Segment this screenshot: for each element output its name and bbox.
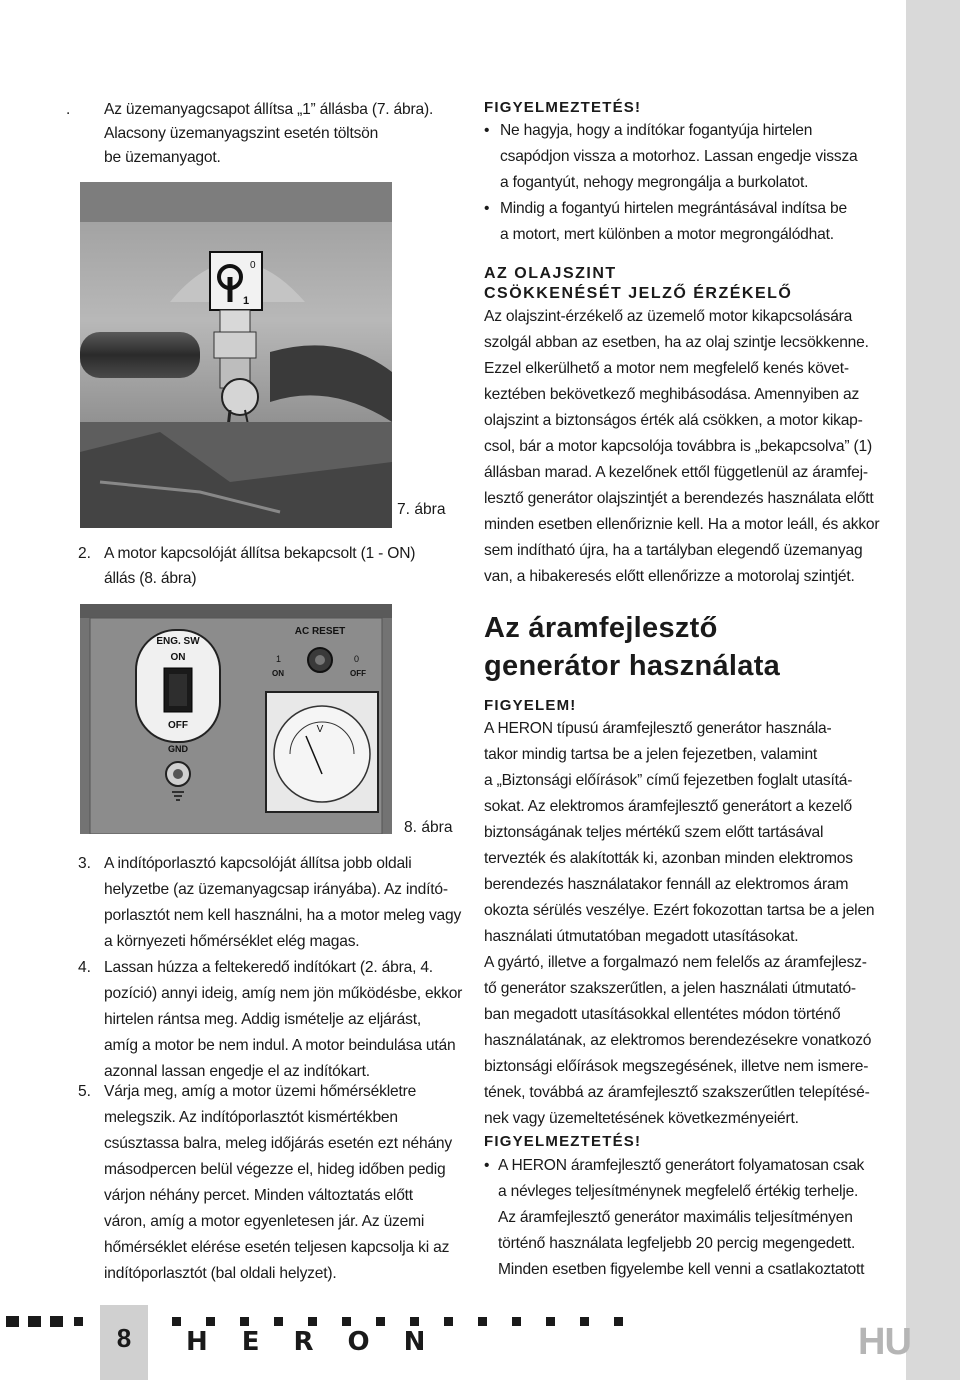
- step-5-line-8: indítóporlasztót (bal oldali helyzet).: [104, 1265, 337, 1282]
- figure-7-fuel-valve-photo: [80, 182, 392, 528]
- footer-square-icon: [28, 1316, 41, 1327]
- oil-line-11: van, a hibakeresés előtt ellenőrizze a motorolaj szintjét.: [484, 568, 855, 585]
- warning-2-line-1: A HERON áramfejlesztő generátort folyamatosan csak: [498, 1157, 865, 1174]
- attention-line-16: nek vagy üzemeltetésének következményeiért.: [484, 1110, 799, 1127]
- step-4-line-1: Lassan húzza a feltekeredő indítókart (2. ábra, 4.: [104, 959, 433, 976]
- step-4-line-3: hirtelen rántsa meg. Addig ismételje az eljárást,: [104, 1011, 421, 1028]
- eng-sw-label: ENG. SW: [156, 636, 200, 647]
- oil-sensor-title-line-1: AZ OLAJSZINT: [484, 265, 617, 282]
- fuel-valve-illustration: [80, 182, 392, 528]
- footer-square-icon: [444, 1317, 453, 1326]
- warning-1-title: FIGYELMEZTETÉS!: [484, 99, 642, 116]
- footer-square-icon: [376, 1317, 385, 1326]
- warning-1-bullet-1-line-1: Ne hagyja, hogy a indítókar fogantyúja hirtelen: [500, 122, 813, 139]
- step-2-line-1: A motor kapcsolóját állítsa bekapcsolt (1 - ON): [104, 545, 416, 562]
- bullet-dot-icon: •: [484, 200, 490, 217]
- oil-line-3: Ezzel elkerülhető a motor nem megfelelő kenés követ-: [484, 360, 849, 377]
- ac-reset-label: AC RESET: [294, 626, 346, 637]
- warning-2-line-4: történő használata legfeljebb 20 percig megengedett.: [498, 1235, 856, 1252]
- step-5-line-2: melegszik. Az indítóporlasztót kismértékben: [104, 1109, 398, 1126]
- attention-line-15: tének, továbbá az áramfejlesztő szakszerűtlen telepítésé-: [484, 1084, 870, 1101]
- warning-2-title: FIGYELMEZTETÉS!: [484, 1133, 642, 1150]
- step-1-line-3: be üzemanyagot.: [104, 149, 221, 166]
- meter-volt-label: V: [316, 724, 324, 735]
- eng-sw-on-label: ON: [170, 652, 186, 663]
- brand-logo-text: HERON: [186, 1327, 460, 1357]
- step-5-number: 5.: [78, 1083, 92, 1100]
- valve-label-1: 1: [243, 295, 250, 307]
- step-3-number: 3.: [78, 855, 92, 872]
- attention-line-14: biztonsági előírások megszegésének, illetve nem ismere-: [484, 1058, 869, 1075]
- step-5-line-3: csúsztassa balra, meleg időjárás esetén ezt néhány: [104, 1135, 452, 1152]
- step-5-line-6: váron, amíg a motor egyenletesen jár. Az üzemi: [104, 1213, 425, 1230]
- footer-square-icon: [478, 1317, 487, 1326]
- step-1-line-2: Alacsony üzemanyagszint esetén töltsön: [104, 125, 379, 142]
- attention-line-9: használati útmutatóban megadott utasításokat.: [484, 928, 799, 945]
- warning-2-line-3: Az áramfejlesztő generátor maximális teljesítményen: [498, 1209, 853, 1226]
- attention-line-1: A HERON típusú áramfejlesztő generátor használa-: [484, 720, 832, 737]
- footer-square-icon: [512, 1317, 521, 1326]
- attention-line-10: A gyártó, illetve a forgalmazó nem felelős az áramfejlesz-: [484, 954, 867, 971]
- footer-square-icon: [172, 1317, 181, 1326]
- oil-line-4: keztében bekövetkező meghibásodása. Amennyiben az: [484, 386, 860, 403]
- footer-square-icon: [6, 1316, 19, 1327]
- side-margin-strip: [906, 0, 960, 1380]
- step-3-line-3: porlasztót nem kell használni, ha a motor meleg vagy: [104, 907, 462, 924]
- ac-reset-0-label: 0: [354, 654, 360, 664]
- ac-reset-off-label: OFF: [350, 669, 366, 678]
- footer-square-icon: [206, 1317, 215, 1326]
- footer-square-icon: [614, 1317, 623, 1326]
- warning-2-line-5: Minden esetben figyelembe kell venni a csatlakoztatott: [498, 1261, 865, 1278]
- warning-1-bullet-2-line-1: Mindig a fogantyú hirtelen megrántásával indítsa be: [500, 200, 847, 217]
- ac-reset-on-label: ON: [272, 669, 284, 678]
- footer-square-icon: [546, 1317, 555, 1326]
- attention-line-7: berendezés használatakor fennáll az elektromos áram: [484, 876, 849, 893]
- figure-8-control-panel-photo: [80, 604, 392, 834]
- attention-line-13: használatának, az elektromos berendezésekre vonatkozó: [484, 1032, 872, 1049]
- step-4-line-2: pozíció) annyi ideig, amíg nem jön működésbe, ekkor: [104, 985, 463, 1002]
- attention-line-11: tő generátor szakszerűtlen, a jelen használati útmutató-: [484, 980, 856, 997]
- attention-line-12: ban megadott utasításokkal ellentétes módon történő: [484, 1006, 841, 1023]
- footer-square-icon: [308, 1317, 317, 1326]
- footer-square-icon: [50, 1316, 63, 1327]
- footer-square-icon: [240, 1317, 249, 1326]
- warning-2-line-2: a névleges teljesítménynek megfelelő értékig terhelje.: [498, 1183, 859, 1200]
- attention-line-4: sokat. Az elektromos áramfejlesztő generátort a kezelő: [484, 798, 852, 815]
- valve-label-0: 0: [250, 260, 256, 271]
- footer-square-icon: [580, 1317, 589, 1326]
- step-3-line-4: a környezeti hőmérséklet elég magas.: [104, 933, 360, 950]
- step-3-line-1: A indítóporlasztó kapcsolóját állítsa jobb oldali: [104, 855, 412, 872]
- step-4-line-5: azonnal lassan engedje el az indítókart.: [104, 1063, 370, 1080]
- eng-sw-off-label: OFF: [168, 720, 188, 731]
- warning-1-bullet-1-line-2: csapódjon vissza a motorhoz. Lassan engedje vissza: [500, 148, 858, 165]
- attention-title: FIGYELEM!: [484, 697, 577, 714]
- step-5-line-4: másodpercen belül végezze el, hideg időben pedig: [104, 1161, 446, 1178]
- attention-line-8: okozta sérülés veszélye. Ezért fokozottan tartsa be a jelen: [484, 902, 875, 919]
- step-4-line-4: amíg a motor be nem indul. A motor beindulása után: [104, 1037, 456, 1054]
- oil-line-10: sem indítható újra, ha a tartályban elegendő üzemanyag: [484, 542, 863, 559]
- footer-square-icon: [74, 1317, 83, 1326]
- oil-sensor-title-line-2: CSÖKKENÉSÉT JELZŐ ÉRZÉKELŐ: [484, 285, 793, 302]
- footer-square-icon: [410, 1317, 419, 1326]
- step-5-line-5: várjon néhány percet. Minden változtatás előtt: [104, 1187, 413, 1204]
- oil-line-8: lesztő generátor olajszintjét a berendezés használata előtt: [484, 490, 874, 507]
- gnd-label: GND: [168, 744, 188, 754]
- step-5-line-1: Várja meg, amíg a motor üzemi hőmérsékletre: [104, 1083, 417, 1100]
- language-code: HU: [858, 1321, 911, 1363]
- figure-8-caption: 8. ábra: [404, 819, 453, 836]
- page-number: 8: [116, 1323, 132, 1353]
- attention-line-6: tervezték és alakították ki, azonban minden elektromos: [484, 850, 853, 867]
- step-5-line-7: hőmérséklet elérése esetén teljesen kapcsolja ki az: [104, 1239, 450, 1256]
- oil-line-2: szolgál abban az esetben, ha az olaj szintje lecsökkenne.: [484, 334, 869, 351]
- ac-reset-1-label: 1: [276, 654, 282, 664]
- bullet-dot-icon: •: [484, 1157, 490, 1174]
- attention-line-2: takor mindig tartsa be a jelen fejezetben, valamint: [484, 746, 818, 763]
- figure-7-caption: 7. ábra: [397, 501, 446, 518]
- usage-title-line-1: Az áramfejlesztő: [484, 612, 718, 644]
- footer-square-icon: [274, 1317, 283, 1326]
- oil-line-5: olajszint a biztonságos érték alá csökken, a motor kikap-: [484, 412, 863, 429]
- footer-square-icon: [342, 1317, 351, 1326]
- step-1-number: .: [66, 101, 71, 118]
- control-panel-illustration: [80, 604, 392, 834]
- oil-line-1: Az olajszint-érzékelő az üzemelő motor kikapcsolására: [484, 308, 853, 325]
- usage-title-line-2: generátor használata: [484, 650, 781, 682]
- bullet-dot-icon: •: [484, 122, 490, 139]
- attention-line-3: a „Biztonsági előírások” című fejezetben foglalt utasítá-: [484, 772, 853, 789]
- step-4-number: 4.: [78, 959, 92, 976]
- attention-line-5: biztonságának teljes mértékű szem előtt tartásával: [484, 824, 824, 841]
- warning-1-bullet-2-line-2: a motort, mert különben a motor megrongálódhat.: [500, 226, 834, 243]
- oil-line-9: minden esetben ellenőriznie kell. Ha a motor leáll, és akkor: [484, 516, 880, 533]
- step-1-line-1: Az üzemanyagcsapot állítsa „1” állásba (7. ábra).: [104, 101, 434, 118]
- warning-1-bullet-1-line-3: a fogantyút, nehogy megrongálja a burkolatot.: [500, 174, 809, 191]
- oil-line-6: csol, bár a motor kapcsolója továbbra is „bekapcsolva” (1): [484, 438, 872, 455]
- step-2-number: 2.: [78, 545, 92, 562]
- step-2-line-2: állás (8. ábra): [104, 570, 197, 587]
- step-3-line-2: helyzetbe (az üzemanyagcsap irányába). Az indító-: [104, 881, 448, 898]
- oil-line-7: állásban marad. A kezelőnek ettől függetlenül az áramfej-: [484, 464, 868, 481]
